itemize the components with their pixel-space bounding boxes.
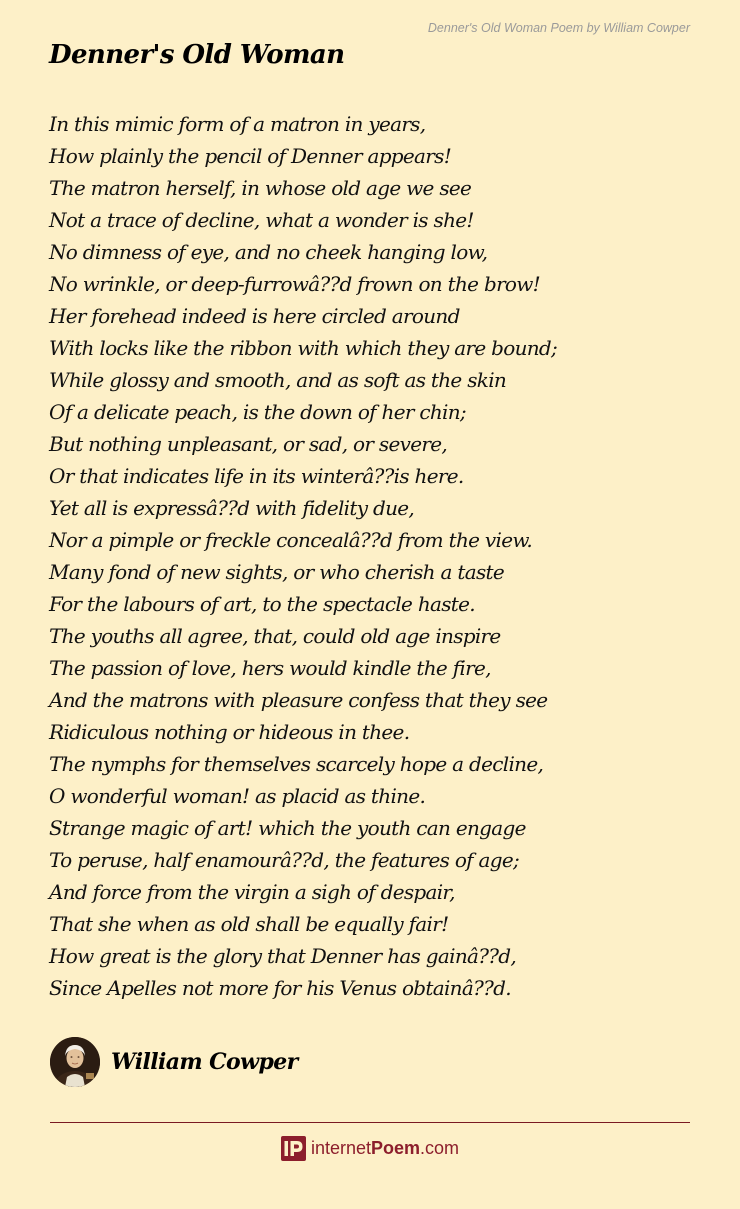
poem-line: How great is the glory that Denner has gainâ??d,	[49, 944, 517, 968]
poem-line: Ridiculous nothing or hideous in thee.	[49, 720, 410, 744]
poem-title: Denner's Old Woman	[49, 40, 345, 70]
poem-line: Strange magic of art! which the youth can engage	[49, 816, 526, 840]
logo-text-internet: internet	[310, 1137, 371, 1158]
poem-line: But nothing unpleasant, or sad, or severe,	[49, 432, 448, 456]
footer-divider	[50, 1122, 690, 1123]
ip-logo-mark-icon	[281, 1136, 306, 1161]
poem-line: That she when as old shall be equally fair!	[49, 912, 449, 936]
poem-line: While glossy and smooth, and as soft as the skin	[49, 368, 507, 392]
poem-line: How plainly the pencil of Denner appears!	[49, 144, 452, 168]
poem-line: The matron herself, in whose old age we see	[49, 176, 472, 200]
poem-line: Nor a pimple or freckle concealâ??d from the view.	[49, 528, 533, 552]
site-logo[interactable]	[0, 1134, 740, 1162]
poem-line: For the labours of art, to the spectacle haste.	[49, 592, 475, 616]
poem-line: No dimness of eye, and no cheek hanging low,	[49, 240, 488, 264]
site-logo-text[interactable]	[311, 1138, 459, 1159]
poem-body	[49, 108, 709, 1004]
logo-text-poem: Poem	[371, 1137, 421, 1158]
poem-line: Yet all is expressâ??d with fidelity due,	[49, 496, 415, 520]
logo-text-com: .com	[420, 1137, 460, 1158]
poem-line: No wrinkle, or deep-furrowâ??d frown on the brow!	[49, 272, 541, 296]
poem-line: And the matrons with pleasure confess that they see	[49, 688, 548, 712]
poem-line: The nymphs for themselves scarcely hope a decline,	[49, 752, 544, 776]
poem-line: In this mimic form of a matron in years,	[49, 112, 426, 136]
poem-line: Or that indicates life in its winterâ??is here.	[49, 464, 464, 488]
poem-line: O wonderful woman! as placid as thine.	[49, 784, 426, 808]
poem-line: Not a trace of decline, what a wonder is she!	[49, 208, 474, 232]
poem-line: And force from the virgin a sigh of despair,	[49, 880, 455, 904]
poem-line: Of a delicate peach, is the down of her chin;	[49, 400, 466, 424]
poem-line: Since Apelles not more for his Venus obtainâ??d.	[49, 976, 511, 1000]
author-portrait-icon	[50, 1037, 100, 1087]
poem-line: To peruse, half enamourâ??d, the features of age;	[49, 848, 520, 872]
header-caption: Denner's Old Woman Poem by William Cowper	[427, 21, 690, 35]
author-name[interactable]: William Cowper	[111, 1049, 298, 1075]
author-avatar[interactable]	[50, 1037, 100, 1087]
poem-line: With locks like the ribbon with which they are bound;	[49, 336, 558, 360]
poem-line: Many fond of new sights, or who cherish a taste	[49, 560, 504, 584]
author-block[interactable]	[50, 1037, 298, 1087]
poem-line: Her forehead indeed is here circled around	[49, 304, 460, 328]
poem-line: The passion of love, hers would kindle the fire,	[49, 656, 491, 680]
poem-line: The youths all agree, that, could old age inspire	[49, 624, 501, 648]
